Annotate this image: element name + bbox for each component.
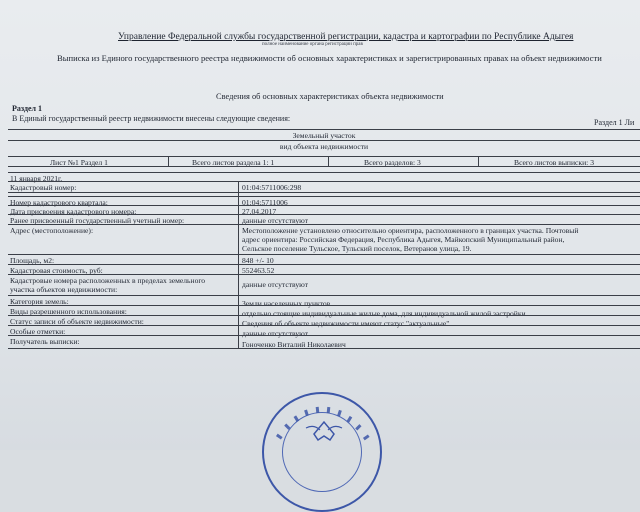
field-value: 01:04:5711006:298 [242,183,302,192]
field-row [8,254,640,264]
field-row [8,335,640,349]
field-label: Ранее присвоенный государственный учетный номер: [10,216,185,225]
agency-subtitle: полное наименование органа регистрации прав [262,42,363,47]
object-type-sub: вид объекта недвижимости [279,142,369,151]
sheet-info-row [8,156,640,166]
total-sheets-extract: Всего листов выписки: 3 [514,158,594,167]
field-value: Сведения об объекте недвижимости имеют статус "актуальные" [242,319,450,328]
field-row [8,264,640,274]
field-label: Особые отметки: [10,327,66,336]
field-label: Площадь, м2: [10,256,55,265]
field-value: данные отсутствуют [242,329,309,338]
field-row [8,181,640,192]
field-row [8,196,640,205]
date-row [8,172,640,181]
section-title: Сведения об основных характеристиках объекта недвижимости [216,92,444,101]
field-label: Кадастровый номер: [10,183,77,192]
address-row [8,224,640,254]
field-row [8,205,640,214]
field-row [8,305,640,318]
field-row [8,295,640,308]
field-label: Кадастровые номера расположенных в пределах земельного [10,276,206,285]
object-type-row [8,129,640,140]
section-label: Раздел 1 Ли [594,118,635,127]
object-type: Земельный участок [292,131,356,140]
field-value: Гоноченко Виталий Николаевич [242,340,346,349]
object-type-sub-row [8,140,640,151]
field-label: Адрес (местоположение): [10,226,94,235]
section-header: Раздел 1 [12,104,43,113]
field-row [8,274,640,295]
total-sections: Всего разделов: 3 [364,158,421,167]
field-label: Виды разрешенного использования: [10,307,127,316]
address-line: Местоположение установлено относительно ориентира, расположенного в границах участка. Почтовый [242,226,579,235]
field-label: Категория земель: [10,297,69,306]
field-row [8,315,640,328]
seal-emblem-icon [264,394,384,454]
field-value: отдельно стоящие индивидуальные жилые дома, для индивидуальной жилой застройки [242,309,526,318]
extract-date: 11 января 2021г. [10,174,63,183]
field-value: Земли населенных пунктов [242,299,331,308]
field-label: Получатель выписки: [10,337,80,346]
sheet-number: Лист №1 Раздел 1 [50,158,108,167]
field-value: данные отсутствуют [242,280,309,289]
field-value: 552463.52 [242,266,275,275]
agency-name: Управление Федеральной службы государственной регистрации, кадастра и картографии по Республике Адыгея [118,32,574,42]
field-value: 01:04:5711006 [242,198,288,207]
official-seal [262,392,382,512]
field-value: 848 +/- 10 [242,256,274,265]
field-value: данные отсутствуют [242,216,309,225]
field-label: Статус записи об объекте недвижимости: [10,317,144,326]
address-line: Сельское поселение Тульское, Тульский поселок, Ветеранов улица, 19. [242,244,472,253]
section-intro: В Единый государственный реестр недвижимости внесены следующие сведения: [12,114,291,123]
field-label: участка объектов недвижимости: [10,285,118,294]
extract-title: Выписка из Единого государственного реестра недвижимости об основных характеристиках и зарегистрированных правах на объект недвижимости [57,53,602,63]
address-line: адрес ориентира: Российская Федерация, Республика Адыгея, Майкопский Муниципальный район, [242,235,565,244]
field-label: Кадастровая стоимость, руб: [10,266,103,275]
field-label: Дата присвоения кадастрового номера: [10,207,137,216]
field-row [8,325,640,338]
field-value: 27.04.2017 [242,207,277,216]
field-label: Номер кадастрового квартала: [10,198,108,207]
field-row [8,214,640,224]
total-sheets-section: Всего листов раздела 1: 1 [192,158,275,167]
